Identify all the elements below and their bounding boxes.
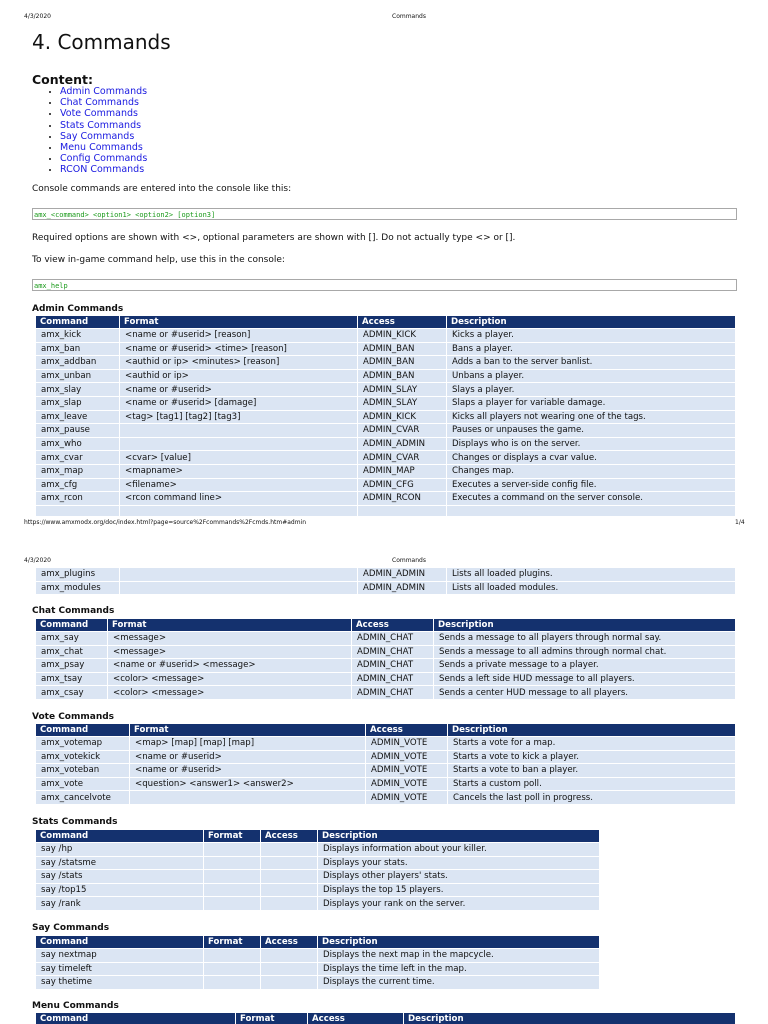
access-cell: ADMIN_CHAT — [352, 672, 434, 686]
table-row — [36, 897, 600, 911]
format-cell — [120, 505, 358, 516]
stats-commands-heading: Stats Commands — [32, 817, 118, 827]
table-row — [36, 464, 736, 478]
table-row — [36, 686, 736, 700]
command-cell: amx_csay — [36, 686, 108, 700]
table-row — [36, 410, 736, 424]
toc-item — [60, 108, 147, 119]
format-cell — [204, 870, 261, 884]
command-cell: amx_cfg — [36, 478, 120, 492]
format-cell — [204, 897, 261, 911]
table-row — [36, 645, 736, 659]
format-cell: <question> <answer1> <answer2> — [130, 777, 366, 791]
command-cell: amx_modules — [36, 581, 120, 595]
col-header-description: Description — [404, 1013, 736, 1024]
format-cell: <name or #userid> — [130, 750, 366, 764]
format-cell: <cvar> [value] — [120, 451, 358, 465]
access-cell: ADMIN_CHAT — [352, 686, 434, 700]
access-cell: ADMIN_BAN — [358, 342, 447, 356]
format-cell — [204, 843, 261, 857]
toc-item — [60, 142, 147, 153]
code-example-syntax: amx_<command> <option1> <option2> [option3] — [32, 208, 737, 220]
access-cell: ADMIN_KICK — [358, 410, 447, 424]
options-text: Required options are shown with <>, optional parameters are shown with []. Do not actually type <> or []. — [32, 233, 516, 243]
table-row — [36, 478, 736, 492]
table-row — [36, 383, 736, 397]
page-title: 4. Commands — [32, 30, 171, 54]
format-cell: <tag> [tag1] [tag2] [tag3] — [120, 410, 358, 424]
access-cell: ADMIN_CVAR — [358, 451, 447, 465]
table-row — [36, 632, 736, 646]
access-cell: ADMIN_CFG — [358, 478, 447, 492]
command-cell: say /rank — [36, 897, 204, 911]
col-header-format: Format — [130, 724, 366, 737]
format-cell: <name or #userid> <time> [reason] — [120, 342, 358, 356]
vote-commands-table — [35, 723, 736, 805]
command-cell: say /statsme — [36, 856, 204, 870]
format-cell — [204, 962, 261, 976]
page-header-title: Commands — [392, 13, 426, 20]
format-cell: <name or #userid> — [130, 764, 366, 778]
access-cell — [261, 843, 318, 857]
description-cell: Sends a left side HUD message to all players. — [434, 672, 736, 686]
toc-link-chat[interactable]: Chat Commands — [60, 97, 139, 109]
access-cell: ADMIN_BAN — [358, 356, 447, 370]
access-cell: ADMIN_BAN — [358, 369, 447, 383]
code-example-help: amx_help — [32, 279, 737, 291]
table-row — [36, 437, 736, 451]
description-cell: Lists all loaded modules. — [447, 581, 736, 595]
format-cell: <color> <message> — [108, 686, 352, 700]
access-cell: ADMIN_SLAY — [358, 383, 447, 397]
access-cell: ADMIN_CHAT — [352, 645, 434, 659]
description-cell: Pauses or unpauses the game. — [447, 424, 736, 438]
table-header-row — [36, 619, 736, 632]
description-cell: Adds a ban to the server banlist. — [447, 356, 736, 370]
description-cell: Lists all loaded plugins. — [447, 568, 736, 582]
access-cell: ADMIN_VOTE — [366, 764, 448, 778]
command-cell: amx_vote — [36, 777, 130, 791]
access-cell: ADMIN_ADMIN — [358, 437, 447, 451]
format-cell — [120, 424, 358, 438]
page-header-date: 4/3/2020 — [24, 557, 51, 564]
command-cell: amx_votemap — [36, 737, 130, 751]
command-cell: say /top15 — [36, 883, 204, 897]
description-cell: Displays the current time. — [318, 976, 600, 990]
col-header-access: Access — [366, 724, 448, 737]
access-cell: ADMIN_RCON — [358, 492, 447, 506]
stats-commands-table — [35, 829, 600, 911]
table-row — [36, 976, 600, 990]
access-cell — [261, 976, 318, 990]
command-cell: say thetime — [36, 976, 204, 990]
format-cell: <name or #userid> <message> — [108, 659, 352, 673]
page-header-date: 4/3/2020 — [24, 13, 51, 20]
description-cell: Displays your stats. — [318, 856, 600, 870]
description-cell: Cancels the last poll in progress. — [448, 791, 736, 805]
command-cell: amx_kick — [36, 329, 120, 343]
admin-table-body-continued — [36, 568, 736, 595]
table-row — [36, 791, 736, 805]
description-cell: Slays a player. — [447, 383, 736, 397]
access-cell: ADMIN_CHAT — [352, 632, 434, 646]
command-cell: amx_rcon — [36, 492, 120, 506]
vote-commands-heading: Vote Commands — [32, 712, 115, 722]
col-header-access: Access — [261, 830, 318, 843]
content-heading: Content: — [32, 72, 93, 87]
access-cell: ADMIN_ADMIN — [358, 568, 447, 582]
table-header-row — [36, 1013, 736, 1024]
toc-item — [60, 131, 147, 142]
col-header-format: Format — [108, 619, 352, 632]
table-header-row — [36, 830, 600, 843]
command-cell: amx_say — [36, 632, 108, 646]
format-cell — [204, 856, 261, 870]
description-cell: Changes map. — [447, 464, 736, 478]
vote-table-body — [36, 737, 736, 805]
format-cell: <color> <message> — [108, 672, 352, 686]
say-table-body — [36, 949, 600, 990]
format-cell: <authid or ip> — [120, 369, 358, 383]
command-cell: amx_voteban — [36, 764, 130, 778]
table-row — [36, 737, 736, 751]
page-footer-url: https://www.amxmodx.org/doc/index.html?page=source%2Fcommands%2Fcmds.htm#admin — [24, 519, 307, 526]
command-cell — [36, 505, 120, 516]
table-row — [36, 505, 736, 516]
col-header-command: Command — [36, 724, 130, 737]
table-header-row — [36, 724, 736, 737]
col-header-format: Format — [236, 1013, 308, 1024]
chat-table-body — [36, 632, 736, 700]
format-cell — [120, 581, 358, 595]
table-row — [36, 396, 736, 410]
toc-item — [60, 164, 147, 175]
command-cell: amx_plugins — [36, 568, 120, 582]
access-cell — [358, 505, 447, 516]
description-cell: Starts a vote for a map. — [448, 737, 736, 751]
table-row — [36, 568, 736, 582]
description-cell: Sends a center HUD message to all players. — [434, 686, 736, 700]
say-commands-table — [35, 935, 600, 990]
access-cell — [261, 883, 318, 897]
description-cell: Displays other players' stats. — [318, 870, 600, 884]
command-cell: amx_psay — [36, 659, 108, 673]
toc-link-menu[interactable]: Menu Commands — [60, 142, 143, 154]
toc-link-say[interactable]: Say Commands — [60, 130, 135, 142]
table-row — [36, 356, 736, 370]
description-cell: Kicks all players not wearing one of the tags. — [447, 410, 736, 424]
command-cell: amx_tsay — [36, 672, 108, 686]
help-text: To view in-game command help, use this in the console: — [32, 255, 285, 265]
table-row — [36, 870, 600, 884]
col-header-description: Description — [318, 936, 600, 949]
access-cell: ADMIN_KICK — [358, 329, 447, 343]
command-cell: amx_chat — [36, 645, 108, 659]
page-header-title: Commands — [392, 557, 426, 564]
access-cell — [261, 949, 318, 963]
table-row — [36, 750, 736, 764]
command-cell: amx_pause — [36, 424, 120, 438]
access-cell: ADMIN_CVAR — [358, 424, 447, 438]
description-cell: Displays the time left in the map. — [318, 962, 600, 976]
col-header-command: Command — [36, 936, 204, 949]
toc-link-stats[interactable]: Stats Commands — [60, 119, 142, 131]
table-row — [36, 883, 600, 897]
access-cell: ADMIN_MAP — [358, 464, 447, 478]
col-header-description: Description — [434, 619, 736, 632]
command-cell: say /stats — [36, 870, 204, 884]
access-cell: ADMIN_SLAY — [358, 396, 447, 410]
access-cell: ADMIN_ADMIN — [358, 581, 447, 595]
format-cell — [204, 976, 261, 990]
description-cell: Changes or displays a cvar value. — [447, 451, 736, 465]
description-cell: Bans a player. — [447, 342, 736, 356]
format-cell: <name or #userid> — [120, 383, 358, 397]
command-cell: amx_cvar — [36, 451, 120, 465]
table-row — [36, 329, 736, 343]
table-row — [36, 451, 736, 465]
description-cell: Slaps a player for variable damage. — [447, 396, 736, 410]
description-cell: Sends a message to all players through normal say. — [434, 632, 736, 646]
menu-commands-table — [35, 1012, 736, 1024]
command-cell: say timeleft — [36, 962, 204, 976]
say-commands-heading: Say Commands — [32, 923, 110, 933]
description-cell: Displays information about your killer. — [318, 843, 600, 857]
table-row — [36, 659, 736, 673]
format-cell: <message> — [108, 632, 352, 646]
table-row — [36, 424, 736, 438]
table-row — [36, 342, 736, 356]
col-header-format: Format — [120, 316, 358, 329]
menu-commands-heading: Menu Commands — [32, 1001, 119, 1011]
stats-table-body — [36, 843, 600, 911]
col-header-format: Format — [204, 830, 261, 843]
access-cell: ADMIN_VOTE — [366, 777, 448, 791]
table-row — [36, 962, 600, 976]
description-cell: Displays the top 15 players. — [318, 883, 600, 897]
toc-item — [60, 120, 147, 131]
command-cell: amx_unban — [36, 369, 120, 383]
chat-commands-table — [35, 618, 736, 700]
table-row — [36, 764, 736, 778]
col-header-access: Access — [352, 619, 434, 632]
format-cell: <rcon command line> — [120, 492, 358, 506]
col-header-access: Access — [358, 316, 447, 329]
description-cell: Sends a message to all admins through normal chat. — [434, 645, 736, 659]
table-row — [36, 843, 600, 857]
description-cell: Starts a vote to kick a player. — [448, 750, 736, 764]
col-header-command: Command — [36, 830, 204, 843]
col-header-access: Access — [261, 936, 318, 949]
toc-link-rcon[interactable]: RCON Commands — [60, 164, 145, 176]
toc-item — [60, 86, 147, 97]
command-cell: amx_addban — [36, 356, 120, 370]
description-cell: Displays who is on the server. — [447, 437, 736, 451]
col-header-access: Access — [308, 1013, 404, 1024]
command-cell: amx_slay — [36, 383, 120, 397]
format-cell — [120, 437, 358, 451]
toc-link-admin[interactable]: Admin Commands — [60, 86, 148, 97]
format-cell: <mapname> — [120, 464, 358, 478]
command-cell: amx_who — [36, 437, 120, 451]
description-cell: Kicks a player. — [447, 329, 736, 343]
format-cell: <map> [map] [map] [map] — [130, 737, 366, 751]
toc-item — [60, 153, 147, 164]
command-cell: say nextmap — [36, 949, 204, 963]
access-cell — [261, 962, 318, 976]
format-cell — [130, 791, 366, 805]
col-header-description: Description — [448, 724, 736, 737]
table-of-contents — [48, 86, 147, 176]
admin-commands-table-continued — [35, 567, 736, 595]
col-header-command: Command — [36, 619, 108, 632]
table-row — [36, 492, 736, 506]
command-cell: amx_leave — [36, 410, 120, 424]
command-cell: amx_map — [36, 464, 120, 478]
table-row — [36, 369, 736, 383]
table-header-row — [36, 936, 600, 949]
description-cell: Sends a private message to a player. — [434, 659, 736, 673]
toc-link-config[interactable]: Config Commands — [60, 153, 148, 165]
description-cell: Starts a vote to ban a player. — [448, 764, 736, 778]
admin-commands-heading: Admin Commands — [32, 304, 124, 314]
command-cell: amx_slap — [36, 396, 120, 410]
admin-table-body — [36, 329, 736, 517]
command-cell: amx_cancelvote — [36, 791, 130, 805]
command-cell: amx_votekick — [36, 750, 130, 764]
access-cell — [261, 897, 318, 911]
format-cell — [120, 568, 358, 582]
access-cell: ADMIN_VOTE — [366, 737, 448, 751]
chat-commands-heading: Chat Commands — [32, 606, 115, 616]
access-cell — [261, 870, 318, 884]
description-cell: Unbans a player. — [447, 369, 736, 383]
admin-commands-table — [35, 315, 736, 517]
col-header-command: Command — [36, 1013, 236, 1024]
description-cell: Starts a custom poll. — [448, 777, 736, 791]
command-cell: amx_ban — [36, 342, 120, 356]
access-cell: ADMIN_CHAT — [352, 659, 434, 673]
table-header-row — [36, 316, 736, 329]
table-row — [36, 856, 600, 870]
description-cell: Displays the next map in the mapcycle. — [318, 949, 600, 963]
description-cell: Executes a server-side config file. — [447, 478, 736, 492]
table-row — [36, 581, 736, 595]
page-footer-number: 1/4 — [735, 519, 745, 526]
col-header-command: Command — [36, 316, 120, 329]
format-cell — [204, 883, 261, 897]
access-cell — [261, 856, 318, 870]
description-cell — [447, 505, 736, 516]
access-cell: ADMIN_VOTE — [366, 791, 448, 805]
table-row — [36, 672, 736, 686]
table-row — [36, 777, 736, 791]
format-cell: <filename> — [120, 478, 358, 492]
toc-link-vote[interactable]: Vote Commands — [60, 108, 138, 120]
intro-text: Console commands are entered into the console like this: — [32, 184, 292, 194]
command-cell: say /hp — [36, 843, 204, 857]
description-cell: Executes a command on the server console. — [447, 492, 736, 506]
col-header-format: Format — [204, 936, 261, 949]
format-cell: <message> — [108, 645, 352, 659]
format-cell: <name or #userid> [reason] — [120, 329, 358, 343]
format-cell: <authid or ip> <minutes> [reason] — [120, 356, 358, 370]
toc-item — [60, 97, 147, 108]
col-header-description: Description — [318, 830, 600, 843]
format-cell — [204, 949, 261, 963]
table-row — [36, 949, 600, 963]
description-cell: Displays your rank on the server. — [318, 897, 600, 911]
col-header-description: Description — [447, 316, 736, 329]
format-cell: <name or #userid> [damage] — [120, 396, 358, 410]
access-cell: ADMIN_VOTE — [366, 750, 448, 764]
